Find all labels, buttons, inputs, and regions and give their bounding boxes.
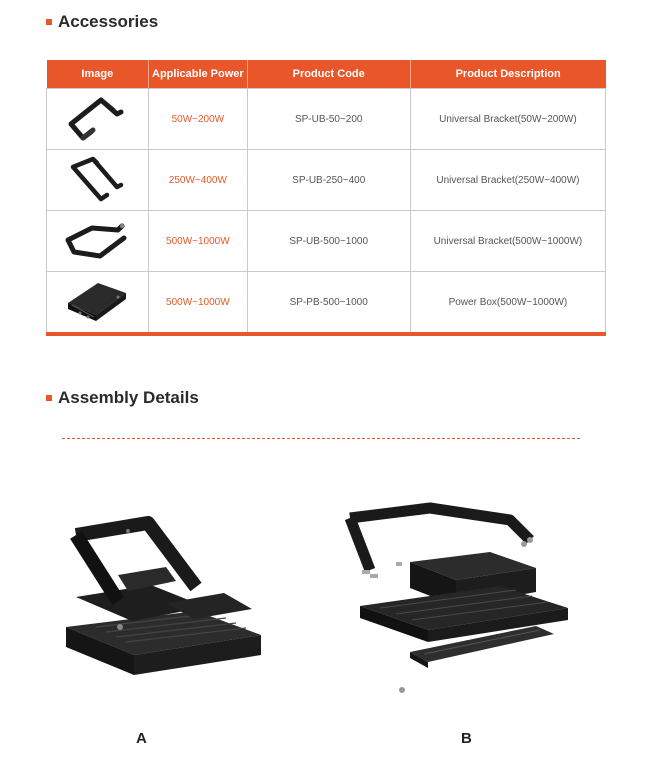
figure-b-label: B (461, 730, 472, 747)
header-applicable-power: Applicable Power (149, 60, 247, 89)
description-cell: Universal Bracket(500W~1000W) (410, 211, 605, 272)
image-cell (47, 89, 149, 150)
accessories-table (46, 60, 606, 336)
heading-marker-icon (46, 19, 52, 25)
figure-a (56, 515, 266, 690)
table-row (47, 211, 606, 272)
description-cell: Universal Bracket(250W~400W) (410, 150, 605, 211)
image-cell (47, 211, 149, 272)
description-cell: Universal Bracket(50W~200W) (410, 89, 605, 150)
power-cell: 50W~200W (149, 89, 247, 150)
figure-b (340, 500, 570, 705)
image-cell (47, 150, 149, 211)
accessories-title: Accessories (58, 12, 159, 31)
header-product-code: Product Code (247, 60, 410, 89)
assembly-title: Assembly Details (58, 388, 199, 407)
power-cell: 500W~1000W (149, 211, 247, 272)
heading-marker-icon (46, 395, 52, 401)
header-product-description: Product Description (410, 60, 605, 89)
power-cell: 500W~1000W (149, 272, 247, 335)
code-cell: SP-PB-500~1000 (247, 272, 410, 335)
code-cell: SP-UB-50~200 (247, 89, 410, 150)
table-row (47, 89, 606, 150)
bracket-medium-icon (63, 153, 133, 207)
image-cell (47, 272, 149, 335)
exploded-floodlight-icon (340, 500, 570, 700)
assembled-floodlight-icon (56, 515, 266, 685)
assembly-heading (46, 388, 199, 408)
bracket-small-icon (63, 94, 133, 144)
bracket-large-icon (60, 216, 136, 266)
code-cell: SP-UB-250~400 (247, 150, 410, 211)
power-box-icon (60, 275, 136, 329)
header-image: Image (47, 60, 149, 89)
figure-a-label: A (136, 730, 147, 747)
power-cell: 250W~400W (149, 150, 247, 211)
dashed-divider (62, 438, 580, 439)
description-cell: Power Box(500W~1000W) (410, 272, 605, 335)
code-cell: SP-UB-500~1000 (247, 211, 410, 272)
table-row (47, 150, 606, 211)
accessories-heading (46, 12, 158, 32)
table-header-row (47, 60, 606, 89)
table-row (47, 272, 606, 335)
